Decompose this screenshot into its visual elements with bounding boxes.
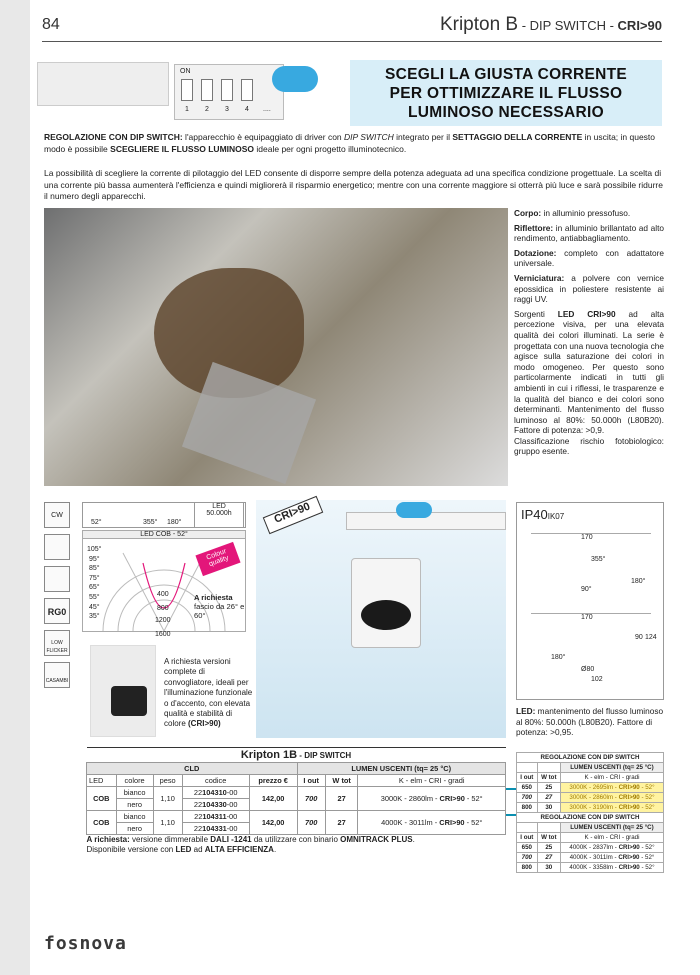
rg0-icon: RG0	[44, 598, 70, 624]
row1-kelm-a: 3000K - 2860lm -	[380, 794, 440, 803]
spec-riflettore-label: Riflettore:	[514, 222, 554, 233]
row1-code-2-a: 22	[193, 800, 203, 809]
row2-price: 142,00	[249, 811, 297, 835]
reg1-r1-c: - 52°	[639, 784, 655, 791]
table-note-2	[87, 845, 506, 855]
reg2-r1-c: - 52°	[639, 844, 655, 851]
col-led: LED	[87, 775, 117, 787]
reg2-r2-b: CRI>90	[618, 854, 640, 861]
casambi-icon: CASAMBI	[44, 662, 70, 688]
title-main: Kripton B	[439, 14, 519, 35]
note-1-c: DALI -1241	[210, 835, 252, 844]
spec-dotazione-label: Dotazione:	[514, 247, 557, 258]
note-1-a: A richiesta:	[86, 835, 130, 844]
reg2-r3-kelm	[560, 863, 663, 873]
reg2-r3-iout: 800	[517, 863, 538, 873]
dip-switch-4	[241, 79, 253, 101]
spec-sorgenti-c: ad alta percezione visiva, per una elevata qualità dei colori illuminati. La serie è progettata con una nuova tecnologia che agisce sulla saturazione dei colori in modo omogeneo. Per questo sono particolarmente indicati in tutti gli ambienti in cui i riflessi, le trasparenze e la qualità del bianco e dei colori sono determinanti. Mantenimento del flusso luminoso al 80%: 50.000h (L80B20). Fattore di potenza: >0,9.	[514, 308, 665, 436]
deg-45: 45°	[88, 603, 100, 611]
reg1-r2-c: - 52°	[639, 794, 655, 801]
row2-code-1-a: 22	[194, 812, 203, 821]
reg1-sub: LUMEN USCENTI (tq= 25 °C)	[560, 763, 663, 773]
connector-line-2	[506, 814, 516, 816]
row2-code-1-b: 104311	[202, 812, 227, 821]
spec-verniciatura-label: Verniciatura:	[514, 272, 565, 283]
reg1-col-wtot: W tot	[537, 773, 560, 783]
title-cri: CRI>90	[617, 18, 662, 33]
reg1-r3-kelm	[560, 803, 663, 813]
beam-request-label: A richiesta	[194, 593, 233, 602]
dip-num-4: 4	[245, 106, 249, 113]
reg2-r2-a: 4000K - 3011lm -	[569, 854, 619, 861]
title-sub: DIP SWITCH	[529, 18, 606, 33]
cob-label: LED COB - 52°	[83, 531, 245, 539]
spec-verniciatura-value: a polvere con vernice epossidica in poliestere resistente ai raggi UV.	[514, 272, 664, 305]
application-photo	[44, 208, 508, 486]
reg2-r1-a: 4000K - 2837lm -	[569, 844, 619, 851]
reg1-r2-wtot: 27	[537, 793, 560, 803]
dim-355: 355°	[591, 556, 606, 563]
reg1-r2-b: CRI>90	[618, 794, 640, 801]
polar-value-400: 400	[157, 591, 169, 598]
table-row	[517, 783, 664, 793]
table-caption	[87, 748, 506, 763]
header-rule	[42, 41, 662, 42]
dip-num-1: 1	[185, 106, 189, 113]
reg2-col-wtot: W tot	[537, 833, 560, 843]
reg2-r1-b: CRI>90	[618, 844, 640, 851]
beam-request-value: fascio da 26° e 60°	[194, 602, 245, 620]
reg2-col-kelm: K - elm - CRI - gradi	[560, 833, 663, 843]
reg1-r1-a: 3000K - 2695lm -	[569, 784, 619, 791]
dip-regulation-table-3000k	[516, 752, 664, 813]
title-sep: -	[518, 18, 530, 33]
reg1-r1-iout: 650	[517, 783, 538, 793]
dip-regulation-table-4000k	[516, 812, 664, 873]
reg1-r1-wtot: 25	[537, 783, 560, 793]
reg1-r3-c: - 52°	[639, 804, 655, 811]
banner-line-2: PER OTTIMIZZARE IL FLUSSO	[389, 85, 623, 102]
reg2-r3-a: 4000K - 3358lm -	[569, 864, 619, 871]
dip-num-3: 3	[225, 106, 229, 113]
dim-102: 102	[591, 676, 603, 683]
banner-box	[350, 60, 662, 126]
col-iout: I out	[297, 775, 325, 787]
dim-180-top: 180°	[631, 578, 646, 585]
dip-switch-3	[221, 79, 233, 101]
row2-wtot: 27	[325, 811, 357, 835]
brand-logo: fosnova	[44, 933, 127, 954]
deg-105: 105°	[87, 546, 102, 553]
dip-switch-illustration	[174, 64, 284, 120]
reg2-r2-wtot: 27	[537, 853, 560, 863]
led-note-text: mantenimento del flusso luminoso al 80%: 50.000h (L80B20). Fattore di potenza: >0,95.	[516, 706, 664, 738]
group-lumen: LUMEN USCENTI (tq= 25 °C)	[297, 763, 506, 775]
row2-code-1	[182, 811, 249, 823]
row1-iout: 700	[297, 787, 325, 811]
row2-code-2-a: 22	[193, 824, 203, 833]
row1-color-2: nero	[116, 799, 153, 811]
note-1-d: da utilizzare con binario	[251, 835, 341, 844]
colour-quality-badge: Colour quality	[195, 542, 240, 576]
table-group-header	[87, 763, 506, 775]
dim-170-side: 170	[581, 614, 593, 621]
row2-code-2-b: 104331	[202, 824, 227, 833]
reg1-r1-b: CRI>90	[618, 784, 640, 791]
table-note-1	[87, 835, 506, 846]
conveyor-text	[164, 657, 256, 730]
dim-170-top: 170	[581, 534, 593, 541]
spec-riflettore	[514, 223, 664, 244]
row1-led: COB	[87, 787, 117, 811]
beam-on-request	[194, 593, 252, 620]
table-row	[517, 863, 664, 873]
banner-line-1: SCEGLI LA GIUSTA CORRENTE	[384, 66, 627, 83]
note-2-d: ALTA EFFICIENZA	[204, 845, 274, 854]
rotation-icon	[44, 534, 70, 560]
side-drawing	[531, 613, 657, 683]
angle-355: 355°	[143, 519, 158, 526]
conveyor-text-cri: (CRI>90)	[188, 719, 221, 729]
intro-p1-f: in uscita; in questo modo è possibile	[44, 132, 656, 154]
row2-kelm-cri: CRI>90	[439, 818, 465, 827]
row1-code-2-b: 104330	[202, 800, 227, 809]
intro-p1-d: integrato per il	[393, 132, 453, 142]
reg2-r3-c: - 52°	[639, 864, 655, 871]
intro-p1-b: l'apparecchio è equipaggiato di driver con	[182, 132, 345, 142]
intro-paragraph-2: La possibilità di scegliere la corrente di pilotaggio del LED consente di disporre sempre della potenza adeguata ad una specifica condizione progettuale. La scelta di una corrente più bassa aumenterà l'efficienza e quindi migliorerà il risparmio energetico; mentre con una corrente maggiore si otterrà più luce e sarà possibile ridurre il numero degli apparecchi.	[44, 168, 663, 201]
reg2-r2-c: - 52°	[639, 854, 655, 861]
cw-icon: CW	[44, 502, 70, 528]
conveyor-head	[111, 686, 147, 716]
row2-kelm	[358, 811, 506, 835]
polar-deg-left	[87, 545, 101, 622]
row2-code-2	[182, 823, 249, 835]
building-icon	[44, 566, 70, 592]
spec-sorgenti	[514, 309, 664, 457]
certification-icons	[44, 502, 70, 694]
dim-90: 90	[635, 634, 643, 641]
led-note-label: LED:	[516, 706, 536, 716]
led-label: LED	[212, 503, 226, 510]
top-drawing	[531, 533, 651, 593]
dim-90-deg: 90°	[581, 586, 592, 593]
row2-iout: 700	[297, 811, 325, 835]
dim-124: 124	[645, 634, 657, 641]
reg1-r3-b: CRI>90	[618, 804, 640, 811]
caption-sub: - DIP SWITCH	[297, 751, 352, 760]
table-row	[517, 803, 664, 813]
row1-kelm-cri: CRI>90	[439, 794, 465, 803]
connector-line-1	[506, 788, 516, 790]
spec-corpo	[514, 208, 664, 219]
dim-180-side: 180°	[551, 654, 566, 661]
intro-p1-h: ideale per ogni progetto illuminotecnico.	[254, 143, 407, 154]
table-row	[517, 793, 664, 803]
intro-p1-a: REGOLAZIONE CON DIP SWITCH:	[44, 132, 183, 142]
row1-peso: 1,10	[153, 787, 182, 811]
table-row	[517, 843, 664, 853]
col-codice: codice	[182, 775, 249, 787]
intro-p1-c: DIP SWITCH	[344, 132, 394, 142]
dimension-drawing	[516, 502, 664, 700]
note-2-a: Disponibile versione con	[86, 845, 176, 854]
conveyor-text-body: A richiesta versioni complete di convogliatore, ideali per l'illuminazione funzionale o d'accento, con elevata qualità e stabilità di colore	[164, 657, 253, 729]
reg2-r3-b: CRI>90	[618, 864, 640, 871]
row1-code-1-b: 104310	[202, 788, 227, 797]
row2-code-1-c: -00	[226, 812, 238, 821]
reg1-r2-kelm	[560, 793, 663, 803]
polar-value-1200: 1200	[155, 617, 171, 624]
intro-p1-g: SCEGLIERE IL FLUSSO LUMINOSO	[110, 143, 255, 154]
spec-sorgenti-b: LED CRI>90	[557, 308, 616, 319]
led-hours: 50.000h	[206, 510, 232, 517]
table-header-row	[87, 775, 506, 787]
row2-kelm-a: 4000K - 3011lm -	[381, 818, 440, 827]
row1-code-2-c: -00	[226, 800, 238, 809]
product-table	[86, 747, 506, 855]
reg1-title: REGOLAZIONE CON DIP SWITCH	[517, 753, 664, 763]
dip-switch-2	[201, 79, 213, 101]
row1-color-1: bianco	[116, 787, 153, 799]
reg2-r1-wtot: 25	[537, 843, 560, 853]
hand-icon	[272, 66, 318, 92]
deg-65: 65°	[88, 584, 100, 592]
spec-sorgenti-d: Classificazione rischio fotobiologico: gruppo esente.	[514, 435, 664, 457]
reg1-col-iout: I out	[517, 773, 538, 783]
note-1-e: OMNITRACK PLUS	[340, 835, 413, 844]
reg2-col-iout: I out	[517, 833, 538, 843]
note-1-f: .	[412, 835, 415, 844]
spec-corpo-label: Corpo:	[514, 208, 542, 218]
reg2-title: REGOLAZIONE CON DIP SWITCH	[517, 813, 664, 823]
reg1-r3-iout: 800	[517, 803, 538, 813]
row1-wtot: 27	[325, 787, 357, 811]
reg1-r1-kelm	[560, 783, 663, 793]
reg2-r1-iout: 650	[517, 843, 538, 853]
track-adapter-image	[37, 62, 169, 106]
row2-code-2-c: -00	[226, 824, 238, 833]
dip-num-more: ....	[263, 106, 271, 113]
reg1-r2-iout: 700	[517, 793, 538, 803]
col-colore: colore	[116, 775, 153, 787]
caption-main: Kripton 1B	[240, 749, 298, 761]
product-image	[256, 500, 506, 738]
note-2-e: .	[273, 845, 277, 854]
deg-55: 55°	[88, 593, 100, 601]
angle-52: 52°	[91, 519, 102, 526]
row1-kelm-deg: - 52°	[464, 794, 483, 803]
col-wtot: W tot	[325, 775, 357, 787]
row1-kelm	[358, 787, 506, 811]
angle-180: 180°	[167, 519, 182, 526]
dip-on-label: ON	[180, 68, 191, 75]
ip-rating	[521, 507, 564, 522]
spec-verniciatura	[514, 273, 664, 305]
intro-paragraph-1	[44, 132, 664, 155]
deg-95: 95°	[88, 555, 100, 563]
reg1-r2-a: 3000K - 2860lm -	[569, 794, 619, 801]
row2-color-2: nero	[116, 823, 153, 835]
conveyor-version-image	[90, 645, 156, 737]
spec-sorgenti-a: Sorgenti	[514, 308, 558, 319]
row1-code-1-a: 22	[193, 788, 203, 797]
deg-85: 85°	[88, 565, 100, 573]
deg-75: 75°	[88, 574, 100, 582]
spec-dotazione	[514, 248, 664, 269]
row1-price: 142,00	[249, 787, 297, 811]
banner-line-3: LUMINOSO NECESSARIO	[407, 104, 605, 121]
spotlight-lens	[361, 600, 411, 630]
reg1-r3-a: 3000K - 3190lm -	[569, 804, 619, 811]
side-strip	[0, 0, 30, 975]
row2-peso: 1,10	[153, 811, 182, 835]
col-kelm: K - elm - CRI - gradi	[358, 775, 506, 787]
polar-value-800: 800	[157, 605, 169, 612]
reg2-r2-kelm	[560, 853, 663, 863]
low-flicker-icon: LOW FLICKER	[44, 630, 70, 656]
specifications	[514, 208, 664, 461]
table-row	[87, 787, 506, 799]
table-row	[517, 853, 664, 863]
reg2-r3-wtot: 30	[537, 863, 560, 873]
table-row	[87, 811, 506, 823]
note-2-b: LED	[175, 845, 192, 854]
row1-code-1-c: -00	[226, 788, 238, 797]
polar-value-1600: 1600	[155, 631, 171, 638]
intro-p1-e: SETTAGGIO DELLA CORRENTE	[452, 132, 583, 142]
group-cld: CLD	[87, 763, 298, 775]
page-title	[440, 14, 662, 36]
reg1-col-kelm: K - elm - CRI - gradi	[560, 773, 663, 783]
reg2-r2-iout: 700	[517, 853, 538, 863]
dip-num-2: 2	[205, 106, 209, 113]
reg1-r3-wtot: 30	[537, 803, 560, 813]
reg2-sub: LUMEN USCENTI (tq= 25 °C)	[560, 823, 663, 833]
deg-35: 35°	[88, 613, 100, 621]
page-number: 84	[42, 16, 60, 33]
title-sep-2: -	[605, 18, 618, 33]
row2-led: COB	[87, 811, 117, 835]
row1-code-1	[182, 787, 249, 799]
dip-switch-1	[181, 79, 193, 101]
dip-knob-icon	[396, 502, 432, 518]
led-maintenance-note	[516, 706, 666, 738]
row2-kelm-deg: - 52°	[464, 818, 483, 827]
col-prezzo: prezzo €	[249, 775, 297, 787]
led-hours-box	[194, 502, 244, 528]
dim-diam-80: Ø80	[581, 666, 595, 673]
row1-code-2	[182, 799, 249, 811]
spec-dotazione-value: completo con adattatore universale.	[514, 247, 664, 269]
note-2-c: ad	[191, 845, 205, 854]
note-1-b: versione dimmerabile	[129, 835, 211, 844]
col-peso: peso	[153, 775, 182, 787]
ip-label: IP40	[521, 507, 548, 522]
row2-color-1: bianco	[116, 811, 153, 823]
reg2-r1-kelm	[560, 843, 663, 853]
spec-riflettore-value: in alluminio brillantato ad alto rendimento, antiabbagliamento.	[514, 222, 664, 244]
cri-badge: CRI>90	[263, 496, 324, 534]
ik-label: IK07	[547, 512, 565, 521]
spec-corpo-value: in alluminio pressofuso.	[541, 208, 631, 218]
